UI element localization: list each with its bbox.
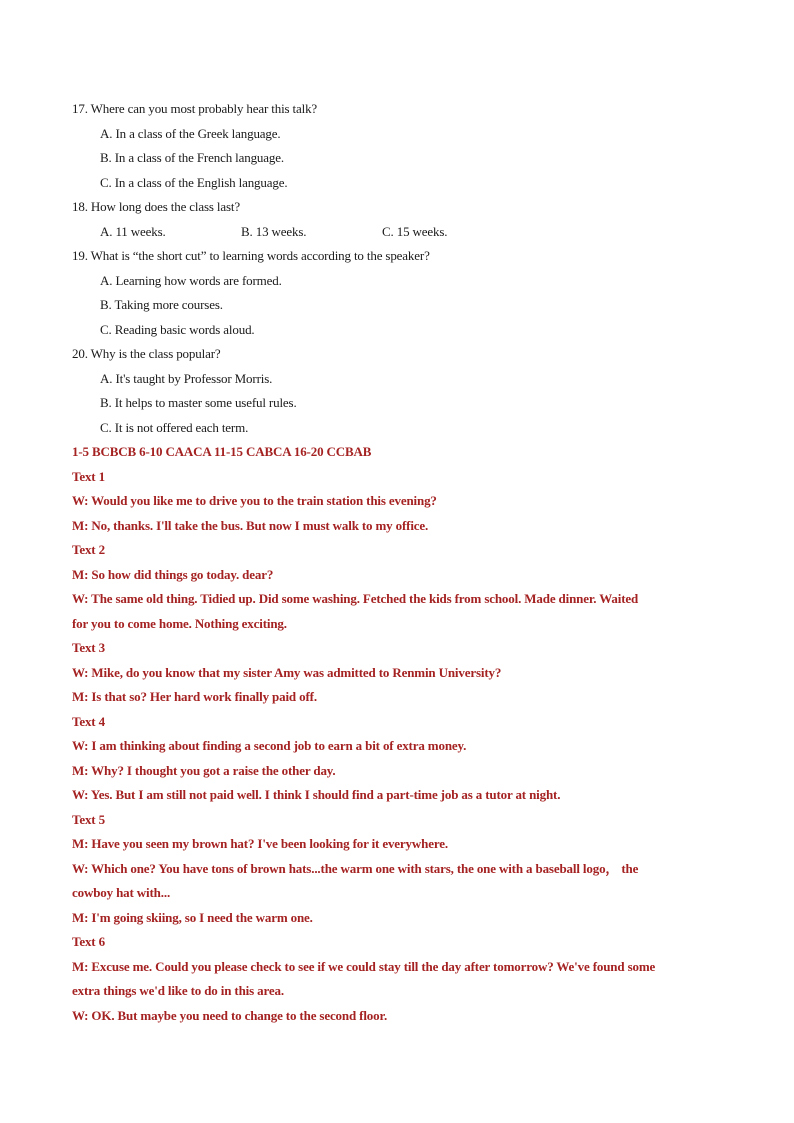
question-19-option-a: A. Learning how words are formed. — [100, 272, 282, 288]
text-5-line-3: cowboy hat with... — [72, 885, 171, 900]
question-19-stem: 19. What is “the short cut” to learning words according to the speaker? — [72, 248, 430, 263]
text-4-line-2: M: Why? I thought you got a raise the other day. — [72, 762, 336, 778]
text-3-line-1: W: Mike, do you know that my sister Amy was admitted to Renmin University? — [72, 664, 502, 680]
text-5-title: Text 5 — [72, 811, 105, 827]
text-5-line-1: M: Have you seen my brown hat? I've been looking for it everywhere. — [72, 836, 448, 851]
question-17-stem: 17. Where can you most probably hear this talk? — [72, 101, 318, 116]
text-6-title: Text 6 — [72, 934, 105, 949]
question-17-option-b: B. In a class of the French language. — [100, 150, 284, 165]
question-20-option-a: A. It's taught by Professor Morris. — [100, 370, 273, 386]
text-6-line-2: extra things we'd like to do in this area. — [72, 983, 284, 998]
text-1-line-2: M: No, thanks. I'll take the bus. But now I must walk to my office. — [72, 517, 429, 533]
question-18-stem: 18. How long does the class last? — [72, 199, 240, 214]
text-3-title: Text 3 — [72, 640, 105, 655]
text-6-line-3: W: OK. But maybe you need to change to the second floor. — [72, 1007, 388, 1023]
text-6-line-1: M: Excuse me. Could you please check to see if we could stay till the day after tomorrow? We've found some — [72, 958, 656, 974]
question-18-options — [72, 220, 732, 245]
text-2-title: Text 2 — [72, 542, 105, 557]
question-18-option-c: C. 15 weeks. — [382, 223, 448, 239]
text-5-line-2: W: Which one? You have tons of brown hats...the warm one with stars, the one with a baseball logo， the — [72, 860, 639, 876]
document-content — [72, 97, 732, 1028]
text-4-title: Text 4 — [72, 713, 105, 729]
text-2-line-1: M: So how did things go today. dear? — [72, 566, 274, 582]
question-18-option-b: B. 13 weeks. — [241, 223, 307, 239]
question-17-option-c: C. In a class of the English language. — [100, 174, 288, 190]
question-17-option-a: A. In a class of the Greek language. — [100, 125, 281, 141]
text-2-line-2: W: The same old thing. Tidied up. Did some washing. Fetched the kids from school. Made dinner. Waited — [72, 591, 639, 606]
text-1-title: Text 1 — [72, 468, 105, 484]
text-3-line-2: M: Is that so? Her hard work finally paid off. — [72, 689, 317, 704]
text-4-line-1: W: I am thinking about finding a second job to earn a bit of extra money. — [72, 738, 467, 753]
text-5-line-4: M: I'm going skiing, so I need the warm one. — [72, 909, 313, 925]
text-4-line-3: W: Yes. But I am still not paid well. I think I should find a part-time job as a tutor at night. — [72, 787, 561, 802]
text-2-line-3: for you to come home. Nothing exciting. — [72, 615, 287, 631]
question-20-option-b: B. It helps to master some useful rules. — [100, 395, 297, 410]
question-20-stem: 20. Why is the class popular? — [72, 346, 221, 361]
answer-key: 1-5 BCBCB 6-10 CAACA 11-15 CABCA 16-20 CCBAB — [72, 444, 372, 459]
question-18-option-a: A. 11 weeks. — [100, 223, 166, 239]
question-19-option-b: B. Taking more courses. — [100, 297, 223, 312]
question-20-option-c: C. It is not offered each term. — [100, 419, 249, 435]
text-1-line-1: W: Would you like me to drive you to the train station this evening? — [72, 493, 437, 508]
question-19-option-c: C. Reading basic words aloud. — [100, 321, 255, 337]
